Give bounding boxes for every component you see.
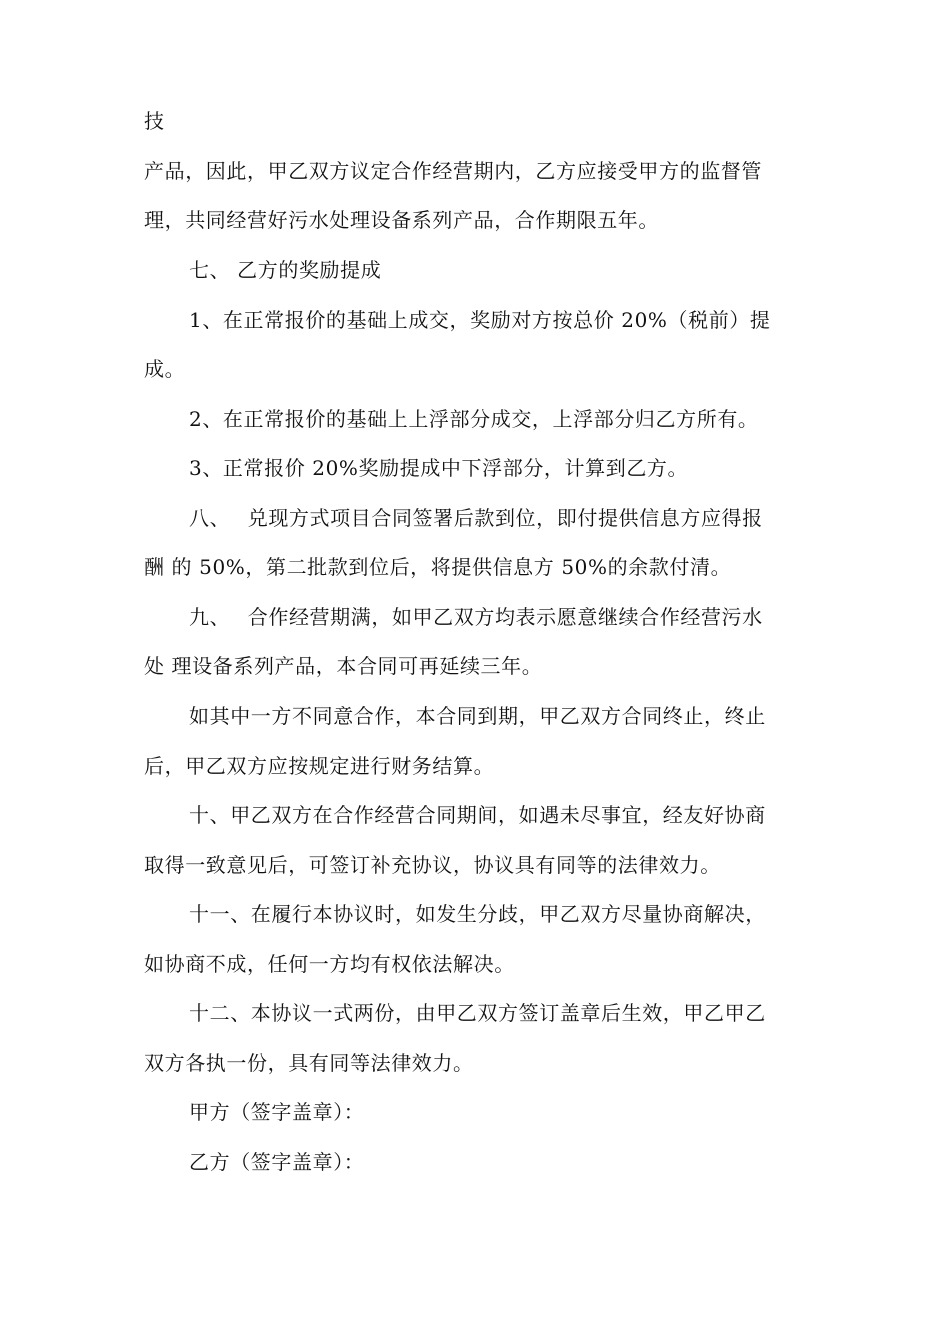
section-12: 十二、本协议一式两份，由甲乙双方签订盖章后生效，甲乙甲乙 [189, 1001, 766, 1025]
text-line: 后，甲乙双方应按规定进行财务结算。 [144, 754, 495, 778]
text-line: 技 [144, 109, 165, 133]
text-line: 2、在正常报价的基础上上浮部分成交，上浮部分归乙方所有。 [189, 407, 759, 431]
text-line: 理，共同经营好污水处理设备系列产品，合作期限五年。 [144, 208, 659, 232]
text-line: 1、在正常报价的基础上成交，奖励对方按总价 20%（税前）提 [189, 308, 771, 332]
text-line: 双方各执一份，具有同等法律效力。 [144, 1051, 474, 1075]
text-line: 如协商不成，任何一方均有权依法解决。 [144, 952, 515, 976]
section-11: 十一、在履行本协议时，如发生分歧，甲乙双方尽量协商解决， [189, 902, 766, 926]
text-line: 产品，因此，甲乙双方议定合作经营期内，乙方应接受甲方的监督管 [144, 159, 762, 183]
text-line: 成。 [144, 357, 186, 381]
party-a-signature: 甲方（签字盖章）： [189, 1100, 365, 1124]
section-8: 八、 兑现方式项目合同签署后款到位，即付提供信息方应得报 [189, 506, 763, 530]
section-9: 九、 合作经营期满，如甲乙双方均表示愿意继续合作经营污水 [189, 605, 763, 629]
text-line: 取得一致意见后，可签订补充协议，协议具有同等的法律效力。 [144, 853, 721, 877]
text-line: 3、正常报价 20%奖励提成中下浮部分，计算到乙方。 [189, 456, 689, 480]
section-heading-7: 七、 乙方的奖励提成 [189, 258, 382, 282]
text-line: 如其中一方不同意合作，本合同到期，甲乙双方合同终止，终止 [189, 704, 766, 728]
party-b-signature: 乙方（签字盖章）： [189, 1150, 365, 1174]
text-line: 酬 的 50%，第二批款到位后，将提供信息方 50%的余款付清。 [144, 555, 732, 579]
text-line: 处 理设备系列产品，本合同可再延续三年。 [144, 654, 543, 678]
section-10: 十、甲乙双方在合作经营合同期间，如遇未尽事宜，经友好协商 [189, 803, 766, 827]
